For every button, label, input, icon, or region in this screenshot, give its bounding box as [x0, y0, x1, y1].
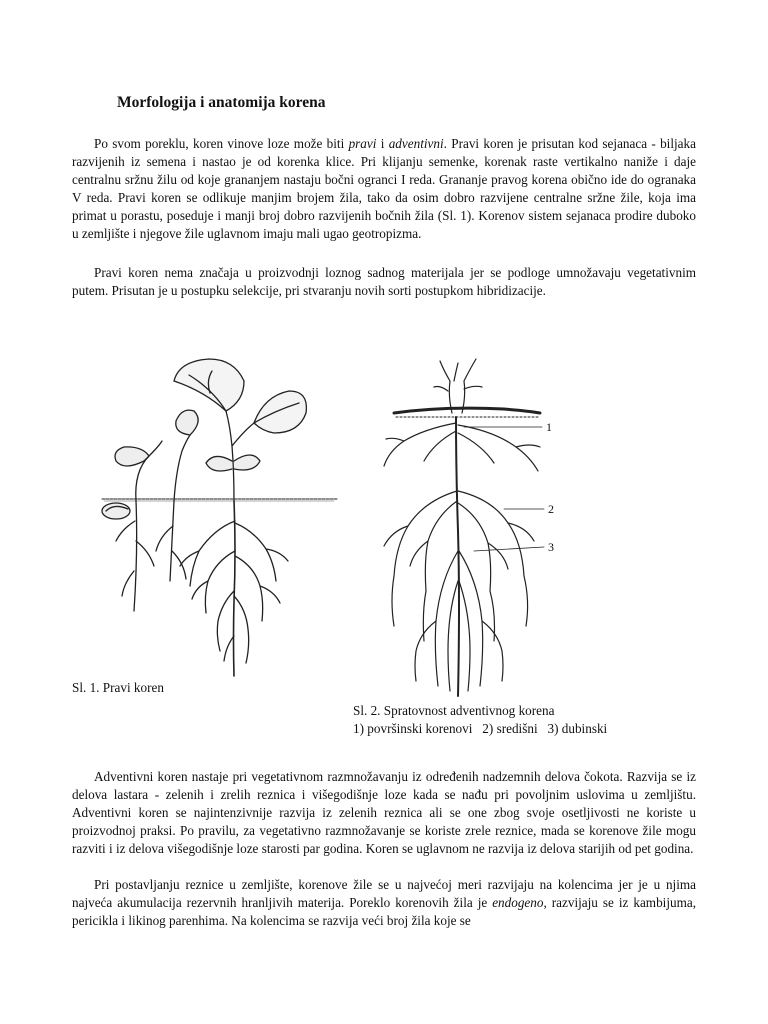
p1-text-2: i	[376, 136, 389, 151]
p1-italic-adventivni: adventivni	[388, 136, 444, 151]
label-3: 3	[548, 540, 554, 554]
seedling-root-illustration	[94, 351, 338, 681]
p1-text-3: . Pravi koren je prisutan kod sejanaca - biljaka razvijenih iz semena i nastao je od korenka klice. Pri klijanju semenke, korenak raste vertikalno naniže i daje centralnu sržnu žilu od koje grananjem nastaju bočni ogranci I reda. Grananje pravog korena obično ide do ogranaka V reda. Pravi koren se odlikuje manjim brojem žila, tako da osim dobro razvijene centralne sržne žile, koja ima primat u porastu, poseduje i manji broj dobro razvijenih bočnih žila (Sl. 1). Korenov sistem sejanaca prodire duboko u zemljište i njegove žile uglavnom imaju mali ugao geotropizma.	[72, 136, 696, 241]
figure-2-caption: Sl. 2. Spratovnost adventivnog korena	[353, 703, 555, 718]
paragraph-pravi-koren-intro	[72, 135, 696, 243]
label-2: 2	[548, 502, 554, 516]
paragraph-pravi-koren-znacaj	[72, 264, 696, 300]
figure-adventivni-koren	[344, 351, 580, 701]
figure-pravi-koren	[94, 351, 338, 681]
page-title: Morfologija i anatomija korena	[117, 94, 326, 111]
adventitious-root-illustration	[344, 351, 580, 701]
p4-italic-endogeno: endogeno	[492, 895, 544, 910]
p1-italic-pravi: pravi	[348, 136, 377, 151]
figure-1-caption: Sl. 1. Pravi koren	[72, 680, 164, 695]
figure-2-legend: 1) površinski korenovi 2) središni 3) dubinski	[353, 721, 608, 736]
p4-text-1: Pri postavljanju reznice u zemljište, korenove žile se u najvećoj meri razvijaju na kolencima jer je u njima najveća akumulacija rezervnih hranljivih materija. Poreklo korenovih žila je	[72, 877, 696, 910]
p3-text: Adventivni koren nastaje pri vegetativnom razmnožavanju iz određenih nadzemnih delova čokota. Razvija se iz delova lastara - zelenih i zrelih reznica i višegodišnje loze kada se nađu pri povoljnim uslovima u zemljištu. Adventivni koren se najintenzivnije razvija iz zelenih reznica ali se one zbog svoje osetljivosti ne koriste u proizvodnoj praksi. Po pravilu, za vegetativno razmnožavanje se koriste zrele reznice, mada se korenove žile mogu razviti i iz delova višegodišnje loze starosti par godina. Koren se uglavnom ne razvija iz delova starijih od pet godina.	[72, 769, 696, 856]
paragraph-adventivni-koren	[72, 768, 696, 858]
p1-text-1: Po svom poreklu, koren vinove loze može biti	[94, 136, 349, 151]
p4-text-2: , razvijaju se iz kambijuma, pericikla i likinog parenhima. Na kolencima se razvija veći broj žila koje se	[72, 895, 696, 928]
p2-text: Pravi koren nema značaja u proizvodnji loznog sadnog materijala jer se podloge umnožavaju vegetativnim putem. Prisutan je u postupku selekcije, pri stvaranju novih sorti postupkom hibridizacije.	[72, 265, 696, 298]
label-1: 1	[546, 420, 552, 434]
paragraph-reznice	[72, 876, 696, 930]
